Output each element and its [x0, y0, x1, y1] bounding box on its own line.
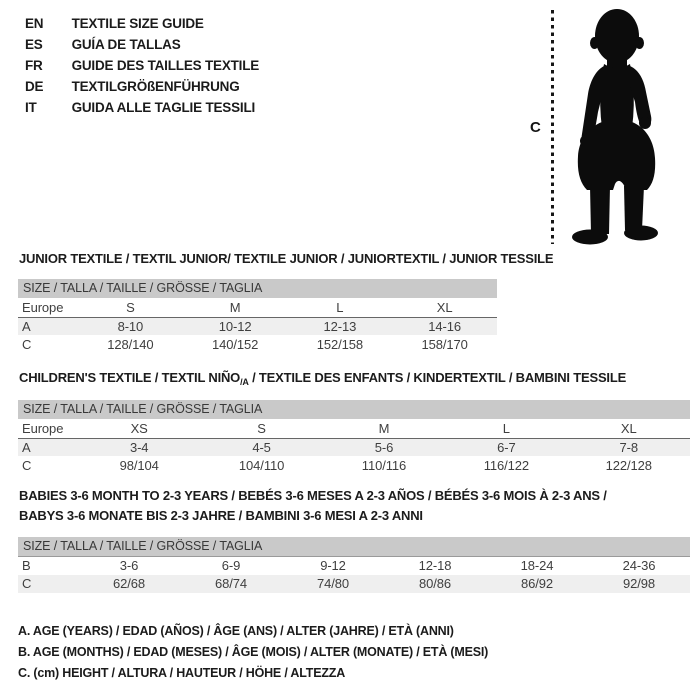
height-measure-label: C [530, 119, 541, 136]
table-row-age [18, 317, 497, 335]
language-row [25, 97, 259, 118]
language-row [25, 76, 259, 97]
junior-table-title: JUNIOR TEXTILE / TEXTIL JUNIOR/ TEXTILE JUNIOR / JUNIORTEXTIL / JUNIOR TESSILE [19, 251, 554, 266]
junior-textile-section [18, 251, 554, 353]
table-row-europe [18, 298, 497, 317]
row-label: A [18, 438, 78, 456]
toddler-silhouette-icon [566, 6, 666, 246]
size-cell: M [323, 419, 445, 438]
row-label: B [22, 558, 31, 574]
language-code: IT [25, 100, 37, 115]
size-cell: S [200, 419, 322, 438]
language-label: GUÍA DE TALLAS [71, 37, 181, 52]
height-cell: 128/140 [107, 336, 154, 352]
title-line: BABYS 3-6 MONATE BIS 2-3 JAHRE / BAMBINI 3-6 MESI A 2-3 ANNI [19, 508, 423, 523]
title-text: CHILDREN'S TEXTILE / TEXTIL NIÑO [19, 370, 241, 385]
age-cell: 14-16 [392, 317, 497, 335]
height-cell: 116/122 [483, 457, 530, 473]
height-cell: 74/80 [282, 575, 384, 593]
language-label: GUIDA ALLE TAGLIE TESSILI [71, 100, 256, 115]
footnote-age-years: A. AGE (YEARS) / EDAD (AÑOS) / ÂGE (ANS) / ALTER (JAHRE) / ETÀ (ANNI) [18, 624, 454, 638]
age-cell: 7-8 [568, 438, 690, 456]
age-cell: 10-12 [183, 317, 288, 335]
age-cell: 6-7 [445, 438, 567, 456]
age-cell: 3-4 [78, 438, 200, 456]
table-row-age [18, 438, 690, 456]
size-cell: L [288, 298, 393, 317]
months-cell: 9-12 [320, 558, 346, 574]
height-cell: 68/74 [180, 575, 282, 593]
height-dotted-line [551, 10, 554, 244]
height-cell: 152/158 [316, 336, 364, 352]
height-cell: 122/128 [605, 457, 652, 473]
height-cell: 92/98 [588, 575, 690, 593]
footnote-height: C. (cm) HEIGHT / ALTURA / HAUTEUR / HÖHE / ALTEZZA [18, 666, 346, 680]
height-cell: 86/92 [486, 575, 588, 593]
height-cell: 62/68 [78, 575, 180, 593]
months-cell: 6-9 [221, 558, 241, 574]
language-code: ES [25, 37, 43, 52]
months-cell: 3-6 [119, 558, 139, 574]
language-label: GUIDE DES TAILLES TEXTILE [71, 58, 260, 73]
size-cell: XL [392, 298, 497, 317]
row-label: C [18, 575, 78, 593]
footnotes [18, 621, 488, 684]
height-cell: 158/170 [421, 336, 468, 352]
language-code: FR [25, 58, 43, 73]
language-code: DE [25, 79, 44, 94]
table-row-months [18, 557, 690, 575]
children-textile-table [18, 400, 690, 474]
height-cell: 140/152 [211, 336, 259, 352]
title-text: / TEXTILE DES ENFANTS / KINDERTEXTIL / BAMBINI TESSILE [248, 370, 627, 385]
table-row-europe [18, 419, 690, 438]
row-label: A [18, 317, 78, 335]
language-label: TEXTILE SIZE GUIDE [71, 16, 204, 31]
months-cell: 18-24 [520, 558, 554, 574]
age-cell: 4-5 [200, 438, 322, 456]
age-cell: 12-13 [288, 317, 393, 335]
children-textile-section [18, 370, 690, 474]
table-row-height [18, 456, 690, 474]
size-cell: XS [78, 419, 200, 438]
language-row [25, 55, 259, 76]
age-cell: 8-10 [78, 317, 183, 335]
language-list [25, 13, 259, 118]
months-cell: 12-18 [418, 558, 452, 574]
language-code: EN [25, 16, 44, 31]
size-cell: L [445, 419, 567, 438]
size-cell: XL [568, 419, 690, 438]
table-row-height [18, 335, 497, 353]
language-row [25, 13, 259, 34]
size-header: SIZE / TALLA / TAILLE / GRÖSSE / TAGLIA [18, 279, 497, 298]
babies-textile-table [18, 537, 690, 593]
size-cell: M [183, 298, 288, 317]
months-cell: 24-36 [622, 558, 656, 574]
row-label: Europe [18, 298, 78, 317]
age-cell: 5-6 [323, 438, 445, 456]
height-cell: 98/104 [119, 457, 159, 473]
title-line: BABIES 3-6 MONTH TO 2-3 YEARS / BEBÉS 3-6 MESES A 2-3 AÑOS / BÉBÉS 3-6 MOIS À 2-3 ANS / [19, 488, 607, 503]
size-header: SIZE / TALLA / TAILLE / GRÖSSE / TAGLIA [18, 400, 690, 419]
row-label: C [22, 457, 32, 473]
height-cell: 104/110 [238, 457, 285, 473]
children-table-title [19, 370, 690, 387]
height-cell: 80/86 [384, 575, 486, 593]
title-subscript: /A [240, 377, 249, 387]
junior-textile-table [18, 279, 497, 353]
size-cell: S [78, 298, 183, 317]
height-cell: 110/116 [361, 457, 407, 473]
footnote-age-months: B. AGE (MONTHS) / EDAD (MESES) / ÂGE (MOIS) / ALTER (MONATE) / ETÀ (MESI) [18, 645, 489, 659]
language-label: TEXTILGRÖßENFÜHRUNG [71, 79, 240, 94]
language-row [25, 34, 259, 55]
babies-table-title [19, 486, 690, 526]
size-header: SIZE / TALLA / TAILLE / GRÖSSE / TAGLIA [18, 537, 690, 557]
row-label: Europe [18, 419, 78, 438]
babies-textile-section [18, 486, 690, 593]
row-label: C [22, 336, 32, 352]
table-row-height [18, 575, 690, 593]
